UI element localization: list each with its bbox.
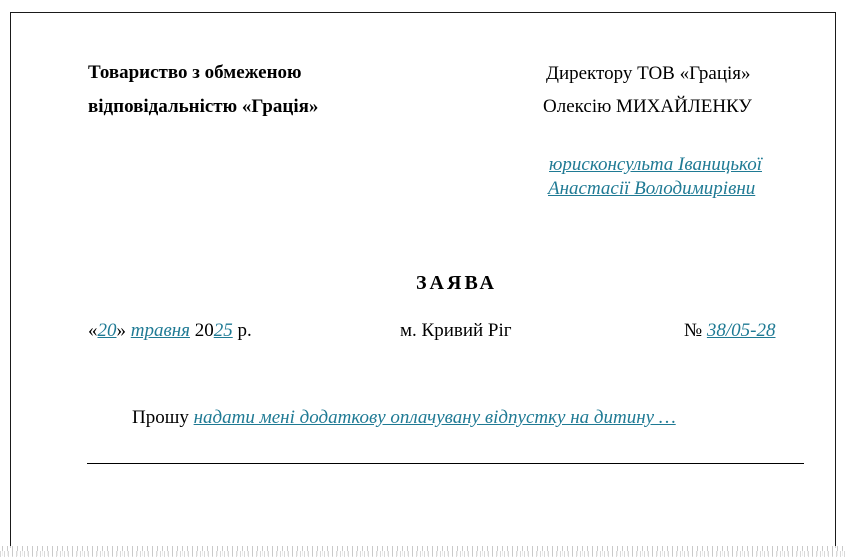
continuation-line [87,463,804,464]
page-bottom-edge-shadow [0,551,846,557]
addressee-name: Олексію МИХАЙЛЕНКУ [543,96,752,117]
document-number-line [684,320,776,342]
date-open-quote: « [88,320,98,341]
request-text-field[interactable]: надати мені додаткову оплачувану відпустку на дитину … [193,407,676,428]
place-of-issue: м. Кривий Ріг [400,320,512,341]
number-sign: № [684,320,703,341]
date-line [88,320,252,342]
document-number-field[interactable]: 38/05-28 [706,320,776,341]
date-year-abbr: р. [237,320,252,341]
organization-name-line1: Товариство з обмеженою [88,62,302,83]
addressee-position: Директору ТОВ «Грація» [546,63,751,84]
request-line [132,407,676,429]
applicant-name-field[interactable]: Анастасії Володимирівни [548,178,756,199]
document-title: ЗАЯВА [416,272,497,294]
date-day-field[interactable]: 20 [97,320,117,341]
date-year-prefix: 20 [194,320,214,341]
date-close-quote: » [116,320,126,341]
applicant-position-field[interactable]: юрисконсульта Іваницької [549,154,762,175]
request-lead: Прошу [132,407,189,428]
date-month-field[interactable]: травня [130,320,190,341]
date-year-field[interactable]: 25 [213,320,233,341]
organization-name-line2: відповідальністю «Грація» [88,96,319,117]
